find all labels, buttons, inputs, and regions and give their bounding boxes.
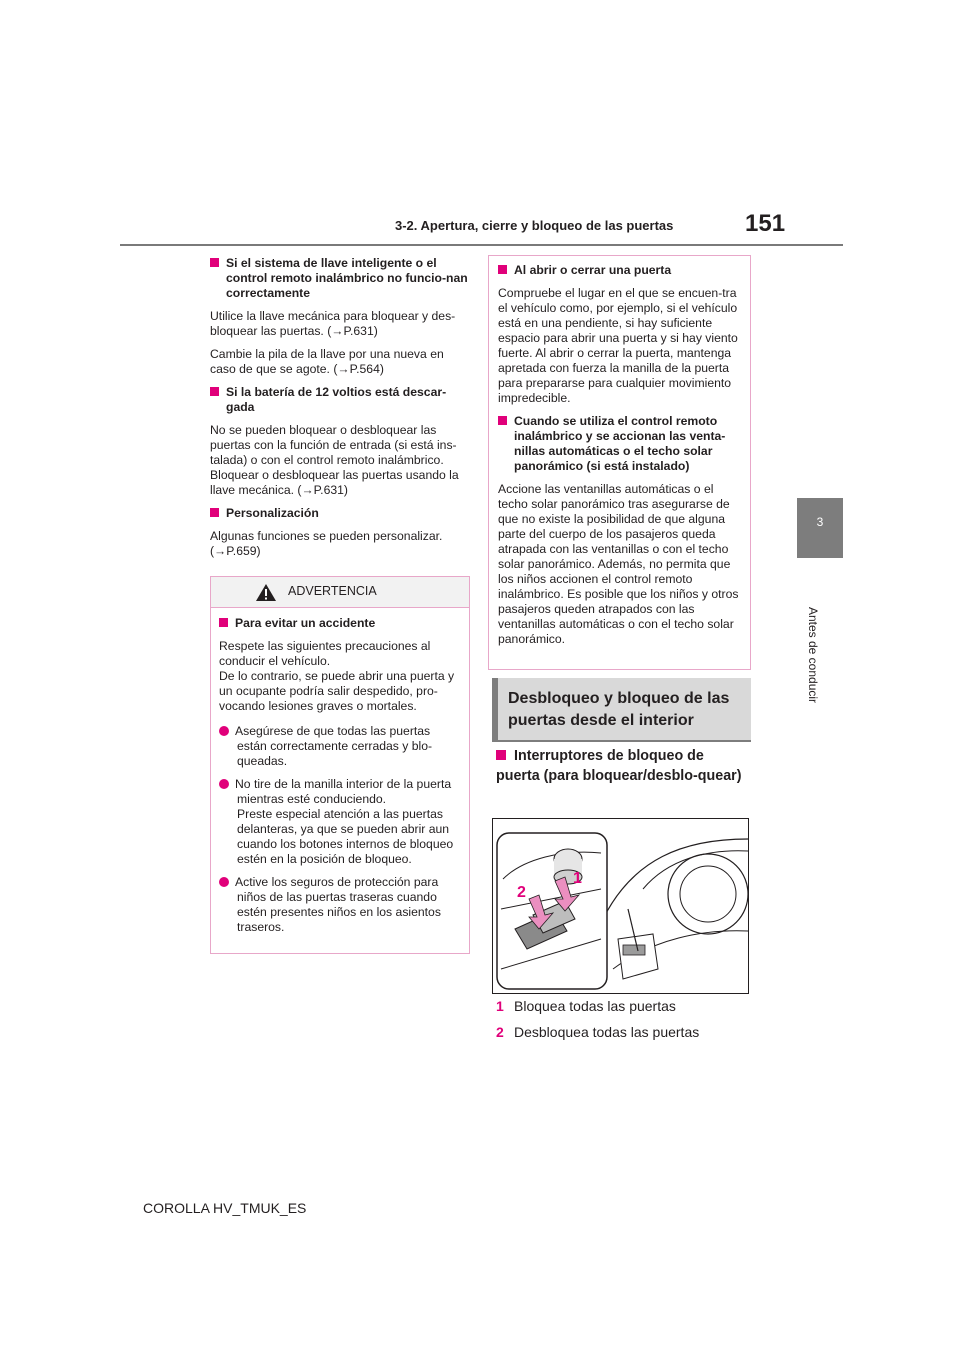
legend-number: 2: [496, 1024, 504, 1040]
circle-bullet-icon: [219, 779, 229, 789]
legend-text: Desbloquea todas las puertas: [514, 1024, 700, 1040]
square-bullet-icon: [210, 508, 219, 517]
paragraph: Accione las ventanillas automáticas o el techo solar panorámico tras asegurarse de que no existe la posibilidad de que alguna parte del cuerpo de los pasajeros queda atrapada con las ventanillas o con el techo solar panorámico. Además, no permita que los niños accionen el control remoto inalámbrico. Es posible que los niños y otros pasajeros queden atrapados con las ventanillas automáticas o con el techo solar panorámico.: [498, 482, 739, 646]
legend-text: Bloquea todas las puertas: [514, 998, 676, 1014]
door-lock-switch-drawing: [493, 819, 748, 993]
circle-bullet-icon: [219, 877, 229, 887]
circle-bullet-icon: [219, 726, 229, 736]
heading-customization: Personalización: [210, 506, 472, 521]
heading-smart-key: Si el sistema de llave inteligente o el control remoto inalámbrico no funcio-nan correctamente: [210, 256, 472, 301]
paragraph: Cambie la pila de la llave por una nueva en caso de que se agote. (→P.564): [210, 347, 444, 376]
legend-item: [496, 998, 756, 1014]
paragraph: Compruebe el lugar en el que se encuen-tra el vehículo como, por ejemplo, si el vehículo está en una pendiente, si hay suficiente espacio para abrir una puerta y si hay viento fuerte. Al abrir o cerrar la puerta, mantenga apretada con fuerza la manilla de la puerta para prepararse para cualquier movimiento impredecible.: [498, 286, 738, 405]
square-bullet-icon: [210, 258, 219, 267]
square-bullet-icon: [496, 750, 506, 760]
warning-intro: Respete las siguientes precauciones al conducir el vehículo. De lo contrario, se puede abrir una puerta y un ocupante podría salir despedido, pro-vocando lesiones graves o mortales.: [219, 639, 455, 713]
warning-box: [210, 576, 470, 954]
paragraph: No se pueden bloquear o desbloquear las puertas con la función de entrada (si está ins-talada) o con el control remoto inalámbrico. Bloquear o desbloquear las puertas usando la llave mecánica. (→P.631): [210, 423, 459, 497]
door-lock-switch-illustration: [492, 818, 749, 994]
chapter-label: Antes de conducir: [806, 606, 820, 704]
warning-triangle-icon: [255, 583, 277, 602]
callout-1: 1: [573, 870, 582, 887]
section-title: 3-2. Apertura, cierre y bloqueo de las puertas: [395, 218, 674, 233]
warning-content: [211, 608, 469, 935]
warning-bullet: Active los seguros de protección para niños de las puertas traseras cuando estén presentes niños en los asientos traseros.: [219, 875, 461, 935]
paragraph: Utilice la llave mecánica para bloquear y des-bloquear las puertas. (→P.631): [210, 309, 456, 338]
square-bullet-icon: [498, 416, 507, 425]
square-bullet-icon: [210, 387, 219, 396]
subsection-heading: Interruptores de bloqueo de puerta (para bloquear/desblo-quear): [496, 748, 742, 784]
section-heading: Desbloqueo y bloqueo de las puertas desde el interior: [492, 678, 751, 742]
chapter-label-vertical: [783, 606, 843, 704]
callout-2: 2: [517, 884, 526, 901]
warning-bullet: No tire de la manilla interior de la puerta mientras esté conduciendo. Preste especial atención a las puertas delanteras, ya que se pueden abrir aun cuando los botones internos de bloqueo estén en la posición de bloqueo.: [219, 777, 461, 867]
header-divider: [120, 244, 843, 246]
footer-model-code: COROLLA HV_TMUK_ES: [143, 1200, 307, 1216]
info-heading-door: Al abrir o cerrar una puerta: [498, 263, 741, 278]
warning-bullet: Asegúrese de que todas las puertas están correctamente cerradas y blo-queadas.: [219, 724, 461, 769]
legend-number: 1: [496, 998, 504, 1014]
warning-title: ADVERTENCIA: [288, 584, 377, 598]
left-column: [210, 256, 472, 567]
legend-item: [496, 1024, 756, 1040]
info-heading-remote: Cuando se utiliza el control remoto inalámbrico y se accionan las venta-nillas automáticas o el techo solar panorámico (si está instalado): [498, 414, 741, 474]
chapter-tab: 3: [797, 498, 843, 558]
paragraph: Algunas funciones se pueden personalizar. (→P.659): [210, 529, 443, 558]
warning-header: [211, 577, 469, 608]
info-box: [488, 255, 751, 670]
heading-battery: Si la batería de 12 voltios está descar-gada: [210, 385, 472, 415]
square-bullet-icon: [498, 265, 507, 274]
square-bullet-icon: [219, 618, 228, 627]
page-number: 151: [745, 210, 786, 237]
warning-heading: Para evitar un accidente: [219, 616, 461, 631]
